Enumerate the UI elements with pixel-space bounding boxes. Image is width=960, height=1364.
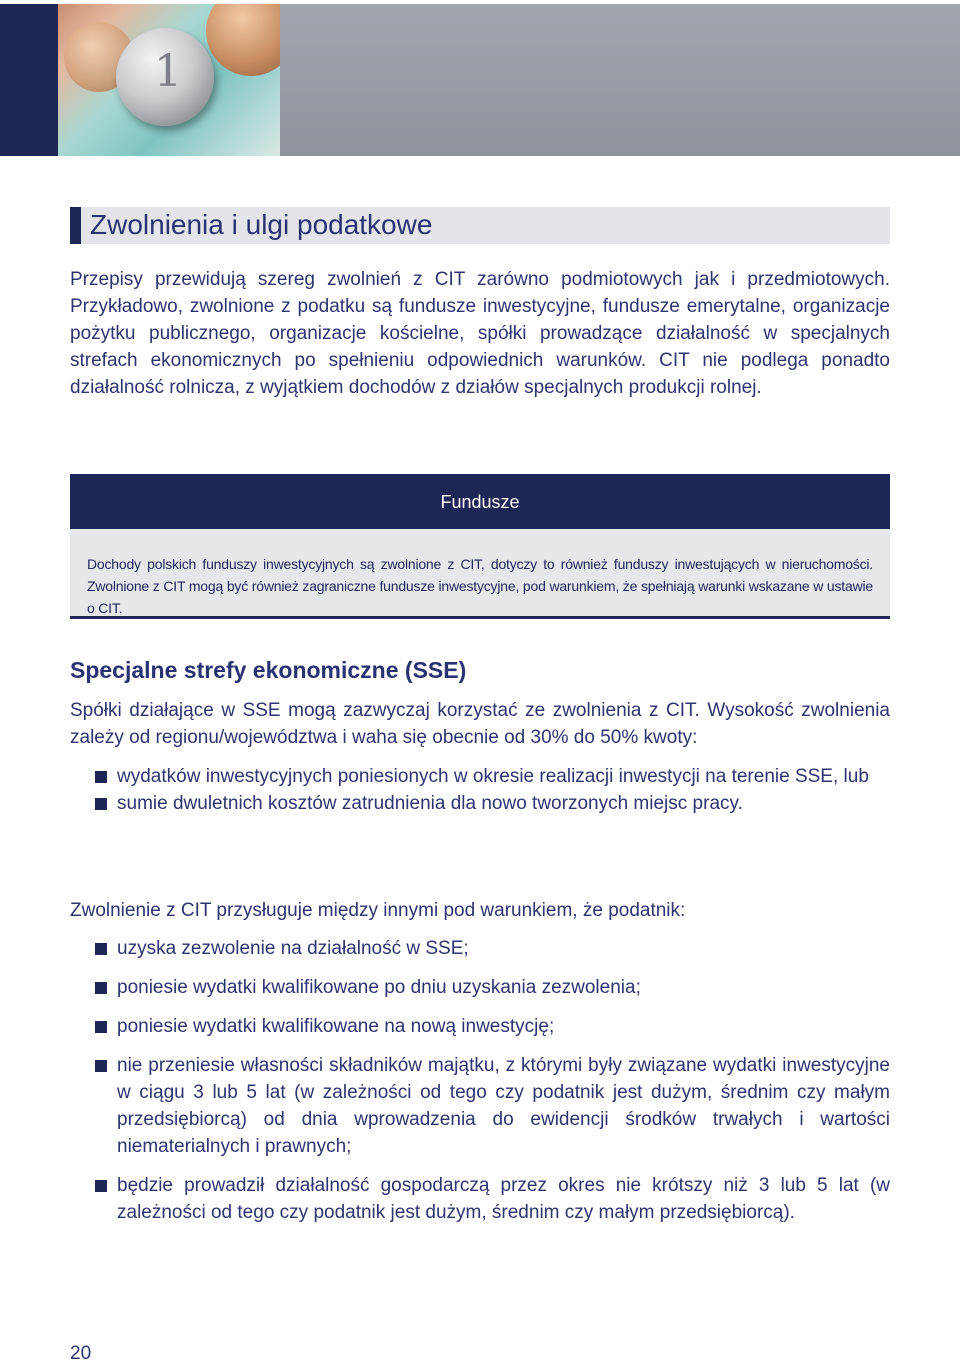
list-item bbox=[70, 790, 890, 817]
fund-box-title: Fundusze bbox=[440, 492, 520, 512]
conditions-intro: Zwolnienie z CIT przysługuje między innymi pod warunkiem, że podatnik: bbox=[70, 900, 686, 921]
list-item bbox=[70, 1013, 890, 1040]
coin-photo bbox=[58, 4, 280, 156]
title-accent-bar bbox=[70, 207, 81, 244]
coin-digit: 1 bbox=[154, 46, 182, 97]
bullet-square-icon bbox=[95, 1021, 107, 1033]
list-item bbox=[70, 1052, 890, 1160]
sse-bullet-list bbox=[70, 763, 890, 817]
bullet-square-icon bbox=[95, 798, 107, 810]
list-item bbox=[70, 1172, 890, 1226]
list-item-text: sumie dwuletnich kosztów zatrudnienia dla nowo tworzonych miejsc pracy. bbox=[117, 793, 743, 814]
fund-box-text: Dochody polskich funduszy inwestycyjnych są zwolnione z CIT, dotyczy to również funduszy inwestujących w nieruchomości. Zwolnione z CIT mogą być również zagraniczne fundusze inwestycyjne, pod warunkiem, że spełniają warunki wskazane w ustawie o CIT. bbox=[87, 556, 873, 616]
fund-box-body bbox=[70, 529, 890, 619]
bullet-square-icon bbox=[95, 1060, 107, 1072]
sse-heading: Specjalne strefy ekonomiczne (SSE) bbox=[70, 657, 467, 683]
page-number: 20 bbox=[70, 1343, 92, 1364]
list-item-text: nie przeniesie własności składników majątku, z którymi były związane wydatki inwestycyjne w ciągu 3 lub 5 lat (w zależności od tego czy podatnik jest dużym, średnim czy małym przedsiębiorcą) od dnia wprowadzenia do ewidencji środków trwałych i wartości niematerialnych i prawnych; bbox=[117, 1055, 890, 1157]
list-item bbox=[70, 763, 890, 790]
header-navy-block bbox=[0, 4, 58, 156]
conditions-bullet-list bbox=[70, 935, 890, 1226]
background-coin bbox=[206, 4, 280, 76]
list-item-text: poniesie wydatki kwalifikowane po dniu uzyskania zezwolenia; bbox=[117, 977, 641, 998]
sse-paragraph: Spółki działające w SSE mogą zazwyczaj korzystać ze zwolnienia z CIT. Wysokość zwolnienia zależy od regionu/województwa i waha się obecnie od 30% do 50% kwoty: bbox=[70, 700, 890, 748]
bullet-square-icon bbox=[95, 1180, 107, 1192]
list-item bbox=[70, 974, 890, 1001]
fund-box-header bbox=[70, 474, 890, 529]
header-gray-block bbox=[280, 4, 960, 156]
header-strip bbox=[0, 4, 960, 156]
bullet-square-icon bbox=[95, 982, 107, 994]
list-item-text: poniesie wydatki kwalifikowane na nową inwestycję; bbox=[117, 1016, 555, 1037]
section-title-band bbox=[70, 207, 890, 244]
section-title: Zwolnienia i ulgi podatkowe bbox=[90, 209, 433, 240]
bullet-square-icon bbox=[95, 771, 107, 783]
intro-paragraph: Przepisy przewidują szereg zwolnień z CIT zarówno podmiotowych jak i przedmiotowych. Przykładowo, zwolnione z podatku są fundusze inwestycyjne, fundusze emerytalne, organizacje pożytku publicznego, organizacje kościelne, spółki prowadzące działalność w specjalnych strefach ekonomicznych po spełnieniu odpowiednich warunków. CIT nie podlega ponadto działalność rolnicza, z wyjątkiem dochodów z działów specjalnych produkcji rolnej. bbox=[70, 269, 890, 398]
list-item bbox=[70, 935, 890, 962]
list-item-text: będzie prowadził działalność gospodarczą przez okres nie krótszy niż 3 lub 5 lat (w zależności od tego czy podatnik jest dużym, średnim czy małym przedsiębiorcą). bbox=[117, 1175, 890, 1223]
bullet-square-icon bbox=[95, 943, 107, 955]
list-item-text: uzyska zezwolenie na działalność w SSE; bbox=[117, 938, 469, 959]
list-item-text: wydatków inwestycyjnych poniesionych w okresie realizacji inwestycji na terenie SSE, lub bbox=[117, 766, 869, 787]
